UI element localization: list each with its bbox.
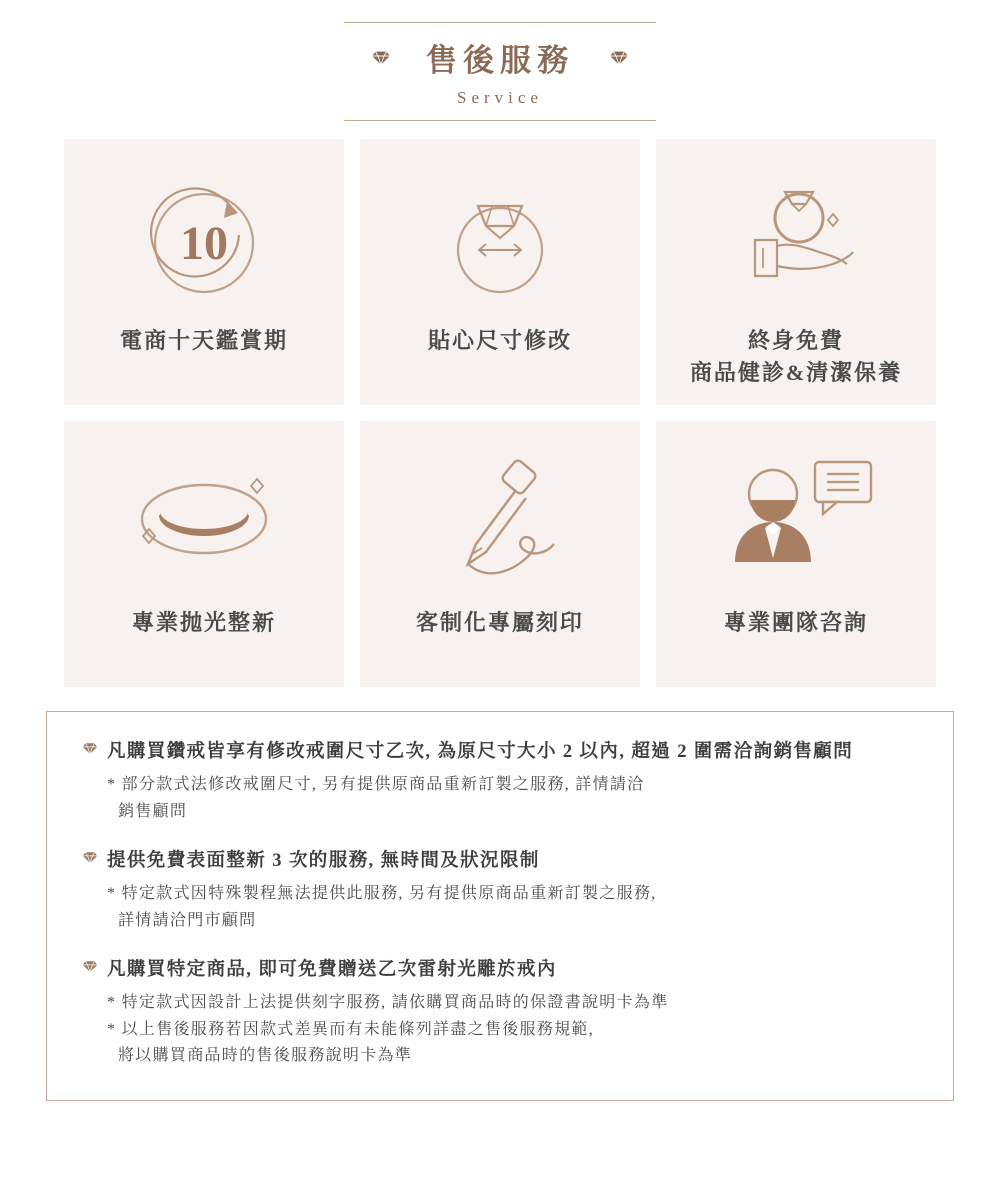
page-title: 售後服務 [426,43,574,78]
ring-on-hand-icon [656,165,936,315]
header-title-row [370,35,630,80]
ten-day-return-icon [64,165,344,315]
service-card[interactable] [64,139,344,405]
service-card[interactable] [656,139,936,405]
diamond-icon [81,847,107,934]
ring-resize-icon [360,165,640,315]
diamond-icon [81,738,107,825]
note-item [81,847,923,934]
note-item [81,956,923,1070]
service-card-label: 終身免費 商品健診&清潔保養 [689,328,903,385]
page-subtitle: Service [457,88,543,107]
service-card[interactable] [360,421,640,687]
note-heading: 凡購買特定商品, 即可免費贈送乙次雷射光雕於戒內 [107,960,557,981]
service-card-label: 專業團隊咨詢 [723,610,868,635]
note-subtext-line: 銷售顧問 [118,802,188,820]
engraving-pen-icon [360,447,640,597]
diamond-icon [370,50,392,66]
diamond-icon [81,956,107,1070]
service-card-label: 專業抛光整新 [131,610,276,635]
ring-polish-icon [64,447,344,597]
note-subtext-line: 詳情請洽門市顧問 [118,911,257,929]
svg-text:10: 10 [180,217,228,270]
note-subtext [107,990,923,1070]
service-card-grid [64,139,936,687]
note-subtext-line: * 以上售後服務若因款式差異而有未能條列詳盡之售後服務規範, [107,1020,595,1038]
service-card[interactable] [360,139,640,405]
note-subtext [107,881,923,934]
note-subtext-line: * 特定款式因特殊製程無法提供此服務, 另有提供原商品重新訂製之服務, [107,885,657,903]
note-item [81,738,923,825]
service-card[interactable] [656,421,936,687]
header-bottom-rule [344,120,656,121]
service-card-label: 客制化專屬刻印 [415,610,584,635]
note-subtext [107,772,923,825]
page-header [0,0,1000,121]
consultant-chat-icon [656,447,936,597]
service-card-label: 電商十天鑑賞期 [119,328,288,353]
header-top-rule [344,22,656,23]
note-subtext-line: * 部分款式法修改戒圍尺寸, 另有提供原商品重新訂製之服務, 詳情請洽 [107,775,645,793]
note-heading: 凡購買鑽戒皆享有修改戒圍尺寸乙次, 為原尺寸大小 2 以內, 超過 2 圍需洽詢銷售顧問 [107,742,854,762]
note-heading: 提供免費表面整新 3 次的服務, 無時間及狀況限制 [107,851,540,872]
service-card[interactable] [64,421,344,687]
service-card-label: 貼心尺寸修改 [427,328,572,353]
note-subtext-line: 將以購買商品時的售後服務說明卡為準 [118,1047,413,1065]
diamond-icon [608,50,630,66]
notes-panel [46,711,954,1101]
note-subtext-line: * 特定款式因設計上法提供刻字服務, 請依購買商品時的保證書說明卡為準 [107,994,669,1012]
